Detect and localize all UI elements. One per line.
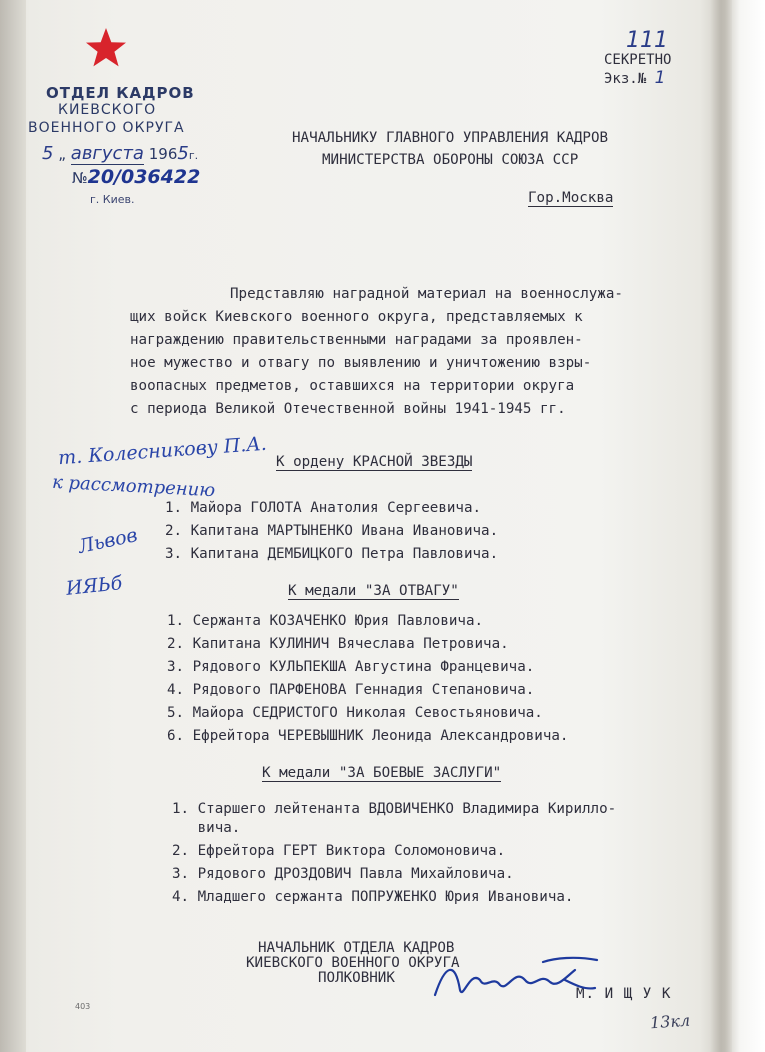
list-item: 4. Младшего сержанта ПОПРУЖЕНКО Юрия Ивановича. [172, 889, 574, 905]
stamp-number: 20/036422 [87, 166, 201, 188]
list-item: 2. Капитана КУЛИНИЧ Вячеслава Петровича. [167, 636, 509, 652]
list-item: 2. Ефрейтора ГЕРТ Виктора Соломоновича. [172, 843, 506, 859]
stamp-day: 5 [42, 143, 54, 164]
stamp-number-prefix: № [72, 169, 88, 187]
handwritten-note-bottom: 13кл [649, 1010, 691, 1033]
handwritten-signature [425, 950, 605, 1010]
handwritten-note-city: Львов [76, 524, 140, 558]
addressee-line-2: МИНИСТЕРСТВА ОБОРОНЫ СОЮЗА ССР [322, 152, 579, 168]
section-header-bravery: К медали "ЗА ОТВАГУ" [288, 583, 459, 599]
handwritten-note-addressee: т. Колесникову П.А. [57, 432, 268, 470]
addressee-city: Гор.Москва [528, 190, 614, 206]
list-item: 1. Старшего лейтенанта ВДОВИЧЕНКО Владимира Кирилло- [172, 801, 617, 817]
stamp-military-district: ВОЕННОГО ОКРУГА [28, 120, 185, 136]
stamp-reference-number [72, 166, 200, 188]
stamp-month: августа [70, 143, 144, 164]
copy-number: 1 [654, 68, 666, 88]
signature-title-2: КИЕВСКОГО ВОЕННОГО ОКРУГА [246, 955, 460, 971]
copy-label: Экз.№ [604, 71, 647, 87]
list-item: 5. Майора СЕДРИСТОГО Николая Севостьяновича. [167, 705, 543, 721]
print-number: 403 [75, 1002, 91, 1011]
stamp-department: ОТДЕЛ КАДРОВ [46, 84, 195, 102]
stamp-year-digit: 5 [177, 143, 189, 164]
handwritten-note-initials: ИЯЬб [65, 572, 124, 600]
section-header-combat-merit: К медали "ЗА БОЕВЫЕ ЗАСЛУГИ" [262, 765, 502, 781]
list-item: 3. Рядового КУЛЬПЕКША Августина Францевича. [167, 659, 535, 675]
body-line: награждению правительственными наградами за проявлен- [130, 332, 583, 348]
signature-title-1: НАЧАЛЬНИК ОТДЕЛА КАДРОВ [258, 940, 455, 956]
body-line: ное мужество и отвагу по выявлению и уничтожению взры- [130, 355, 592, 371]
stamp-city: г. Киев. [90, 193, 135, 206]
list-item: 4. Рядового ПАРФЕНОВА Геннадия Степановича. [167, 682, 535, 698]
section-header-red-star: К ордену КРАСНОЙ ЗВЕЗДЫ [276, 454, 473, 470]
addressee-line-1: НАЧАЛЬНИКУ ГЛАВНОГО УПРАВЛЕНИЯ КАДРОВ [292, 130, 609, 146]
list-item: 3. Капитана ДЕМБИЦКОГО Петра Павловича. [165, 546, 499, 562]
stamp-year-prefix: 196 [148, 145, 178, 163]
body-line: с периода Великой Отечественной войны 1941-1945 гг. [130, 401, 566, 417]
signature-rank: ПОЛКОВНИК [318, 970, 395, 986]
secret-label: СЕКРЕТНО [604, 52, 672, 68]
body-line: воопасных предметов, оставшихся на территории округа [130, 378, 575, 394]
red-star-icon [84, 26, 128, 70]
stamp-year-suffix: г. [188, 149, 199, 162]
list-item-continuation: вича. [172, 820, 241, 836]
list-item: 3. Рядового ДРОЗДОВИЧ Павла Михайловича. [172, 866, 514, 882]
list-item: 2. Капитана МАРТЫНЕНКО Ивана Ивановича. [165, 523, 499, 539]
body-line: щих войск Киевского военного округа, представляемых к [130, 309, 583, 325]
list-item: 6. Ефрейтора ЧЕРЕВЫШНИК Леонида Александровича. [167, 728, 569, 744]
list-item: 1. Сержанта КОЗАЧЕНКО Юрия Павловича. [167, 613, 484, 629]
handwritten-mark: 111 [626, 28, 668, 53]
page-left-shadow [0, 0, 26, 1052]
body-line: Представляю наградной материал на военнослужа- [230, 286, 623, 302]
copy-number-line [604, 68, 665, 88]
stamp-district-line: КИЕВСКОГО [58, 102, 157, 118]
signature-name: М. И Щ У К [576, 986, 672, 1002]
stamp-date: 5 „ августа 1965г. [42, 143, 199, 164]
handwritten-note-review: к рассмотрению [51, 471, 216, 502]
page-fold-shadow [710, 0, 732, 1052]
list-item: 1. Майора ГОЛОТА Анатолия Сергеевича. [165, 500, 482, 516]
